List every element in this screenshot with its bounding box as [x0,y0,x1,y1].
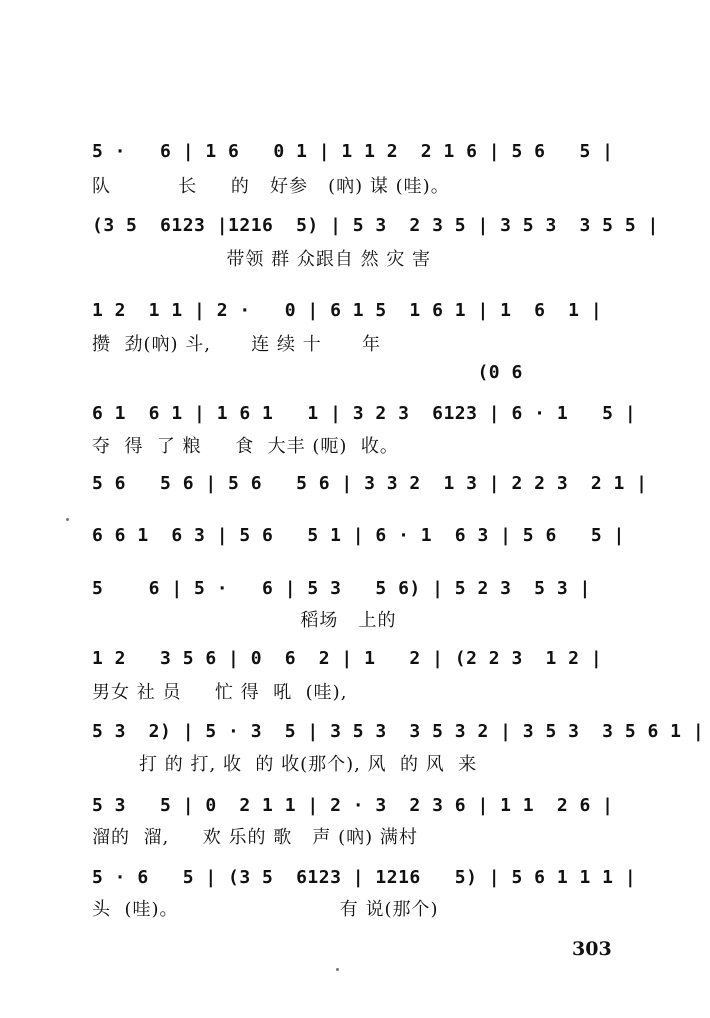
lyrics-row-9: 打 的 打, 收 的 收(那个), 风 的 风 来 [92,754,478,775]
notation-row-7: 5 6 | 5 · 6 | 5 3 5 6) | 5 2 3 5 3 | [92,578,591,599]
lyrics-row-1: 队 长 的 好参 (吶) 谋 (哇)。 [92,176,450,197]
notation-row-8: 1 2 3 5 6 | 0 6 2 | 1 2 | (2 2 3 1 2 | [92,648,603,669]
lyrics-row-8: 男女 社 员 忙 得 吼 (哇), [92,682,348,703]
lyrics-row-11: 头 (哇)。 有 说(那个) [92,899,439,920]
lyrics-row-7: 稻场 上的 [92,610,397,631]
lyrics-row-4: 夺 得 了 粮 食 大丰 (呃) 收。 [92,436,399,457]
lyrics-row-2: 带领 群 众跟自 然 灾 害 [92,249,432,270]
notation-row-10: 5 3 5 | 0 2 1 1 | 2 · 3 2 3 6 | 1 1 2 6 | [92,795,614,816]
notation-row-2: (3 5 6123 |1216 5) | 5 3 2 3 5 | 3 5 3 3 5 5 | [92,215,659,236]
notation-row-6: 6 6 1 6 3 | 5 6 5 1 | 6 · 1 6 3 | 5 6 5 | [92,525,625,546]
notation-row-9: 5 3 2) | 5 · 3 5 | 3 5 3 3 5 3 2 | 3 5 3 3 5 6 1 | [92,721,705,742]
notation-row-4: 6 1 6 1 | 1 6 1 1 | 3 2 3 6123 | 6 · 1 5 | [92,403,637,424]
notation-row-pickup: (0 6 [92,362,523,383]
notation-row-3: 1 2 1 1 | 2 · 0 | 6 1 5 1 6 1 | 1 6 1 | [92,300,603,321]
page-number: 303 [572,938,612,960]
notation-row-5: 5 6 5 6 | 5 6 5 6 | 3 3 2 1 3 | 2 2 3 2 1 | [92,473,648,494]
lyrics-row-3: 攒 劲(吶) 斗, 连 续 十 年 [92,334,382,355]
lyrics-row-10: 溜的 溜, 欢 乐的 歌 声 (吶) 满村 [92,827,418,848]
paper-speck [66,518,69,521]
notation-row-1: 5 · 6 | 1 6 0 1 | 1 1 2 2 1 6 | 5 6 5 | [92,141,614,162]
paper-speck [336,968,339,971]
notation-row-11: 5 · 6 5 | (3 5 6123 | 1216 5) | 5 6 1 1 1 | [92,867,637,888]
